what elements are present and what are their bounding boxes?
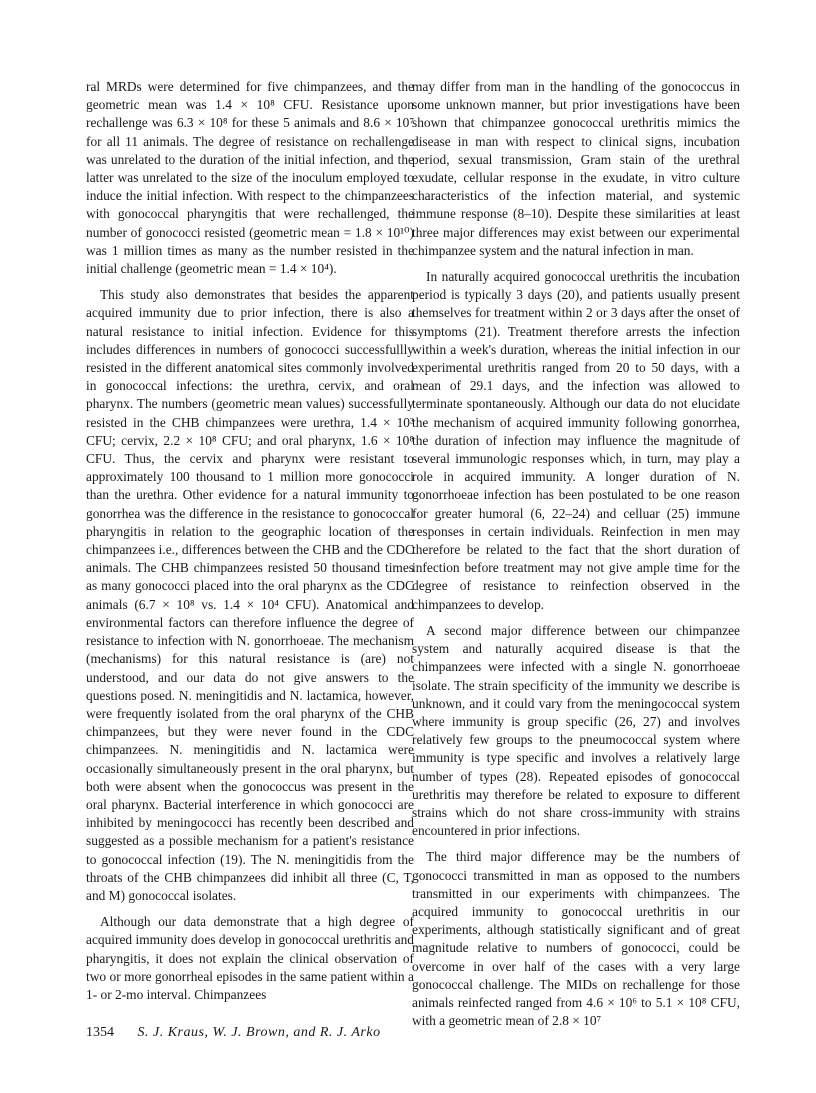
paragraph: This study also demonstrates that besides the apparent acquired immunity due to prior infection, there is also a natural resistance to initial infection. Evidence for this includes differences in numbers of gonococci successfullly resisted in the different anatomical sites commonly involved in gonococcal infections: the urethra, cervix, and oral pharynx. The numbers (geometric mean values) successfully resisted in the CHB chimpanzees were urethra, 1.4 × 10³ CFU; cervix, 2.2 × 10⁸ CFU; and oral pharynx, 1.6 × 10⁸ CFU. Thus, the cervix and pharynx were resistant to approximately 100 thousand to 1 million more gonococci than the urethra. Other evidence for a natural immunity to gonorrhea was the difference in the resistance to gonococcal pharyngitis in relation to the geographic location of the chimpanzees i.e., differences between the CHB and the CDC animals. The CHB chimpanzees resisted 50 thousand times as many gonococci placed into the oral pharynx as the CDC animals (6.7 × 10⁸ vs. 1.4 × 10⁴ CFU). Anatomical and environmental factors can therefore influence the degree of resistance to infection with N. gonorrhoeae. The mechanism (mechanisms) for this natural resistance is (are) not understood, and our data do not give answers to the questions posed. N. meningitidis and N. lactamica, however, were frequently isolated from the oral pharynx of the CHB chimpanzees, but they were never found in the CDC chimpanzees. N. meningitidis and N. lactamica were occasionally simultaneously present in the oral pharynx, but both were absent when the gonococcus was present in the oral pharynx. Bacterial interference in which gonococci are inhibited by meningococci has recently been described and suggested as a possible mechanism for a patient's resistance to gonococcal infection (19). The N. meningitidis from the throats of the CHB chimpanzees did inhibit all three (C, T, and M) gonococcal isolates. [86,287,414,903]
paragraph: ral MRDs were determined for five chimpanzees, and the geometric mean was 1.4 × 10⁸ CFU. Resistance upon rechallenge was 6.3 × 10⁸ for these 5 animals and 8.6 × 10⁷ for all 11 animals. The degree of resistance on rechallenge was unrelated to the duration of the initial infection, and the latter was unrelated to the size of the inoculum employed to induce the initial infection. With respect to the chimpanzees with gonococcal pharyngitis that were rechallenged, the number of gonococci resisted (geometric mean = 1.8 × 10¹⁰) was 1 million times as many as the number resisted in the initial challenge (geometric mean = 1.4 × 10⁴). [86,79,414,277]
paragraph: The third major difference may be the numbers of gonococci transmitted in man as opposed to the numbers transmitted in our experiments with chimpanzees. The acquired immunity to gonococcal urethritis in our experiments, although statistically significant and of great magnitude relative to numbers of gonococci, could be overcome in over half of the cases with a very large gonococcal challenge. The MIDs on rechallenge for those animals reinfected ranged from 4.6 × 10⁶ to 5.1 × 10⁸ CFU, with a geometric mean of 2.8 × 10⁷ [412,849,740,1029]
right-column [412,78,740,1038]
paragraph: In naturally acquired gonococcal urethritis the incubation period is typically 3 days (20), and patients usually present themselves for treatment within 2 or 3 days after the onset of symptoms (21). Treatment therefore arrests the infection within a week's duration, whereas the initial infection in our experimental urethritis ranged from 20 to 50 days, with a mean of 29.1 days, and the infection was allowed to terminate spontaneously. Although our data do not elucidate the mechanism of acquired immunity following gonorrhea, the duration of infection may influence the magnitude of several immunologic responses which, in turn, may play a role in acquired immunity. A longer duration of N. gonorrhoeae infection has been postulated to be one reason for greater humoral (6, 22–24) and celluar (25) immune responses in certain individuals. Reinfection in men may therefore be related to the fact that the short duration of infection before treatment may not give ample time for the degree of resistance to reinfection observed in the chimpanzees to develop. [412,269,740,612]
running-authors: S. J. Kraus, W. J. Brown, and R. J. Arko [137,1025,381,1040]
paragraph: may differ from man in the handling of the gonococcus in some unknown manner, but prior investigations have been shown that chimpanzee gonococcal urethritis mimics the disease in man with respect to clinical signs, incubation period, sexual transmission, Gram stain of the urethral exudate, cellular response in the exudate, in vitro culture characteristics of the infection material, and systemic immune response (8–10). Despite these similarities at least three major differences may exist between our experimental chimpanzee system and the natural infection in man. [412,79,740,258]
paragraph: A second major difference between our chimpanzee system and naturally acquired disease is that the chimpanzees were infected with a single N. gonorrhoeae isolate. The strain specificity of the immunity we describe is unknown, and it could vary from the meningococcal system where immunity is group specific (26, 27) and involves relatively few groups to the pneumococcal system where immunity is type specific and involves a relatively large number of types (28). Repeated episodes of gonococcal urethritis may therefore be related to exposure to different strains which do not share cross-immunity with strains encountered in prior infections. [412,622,740,839]
page-number: 1354 [86,1025,114,1040]
paragraph: Although our data demonstrate that a high degree of acquired immunity does develop in gonococcal urethritis and pharyngitis, it does not explain the clinical observation of two or more gonorrheal episodes in the same patient within a 1- or 2-mo interval. Chimpanzees [86,914,414,1002]
left-column [86,78,414,1012]
page-footer [86,1025,746,1041]
